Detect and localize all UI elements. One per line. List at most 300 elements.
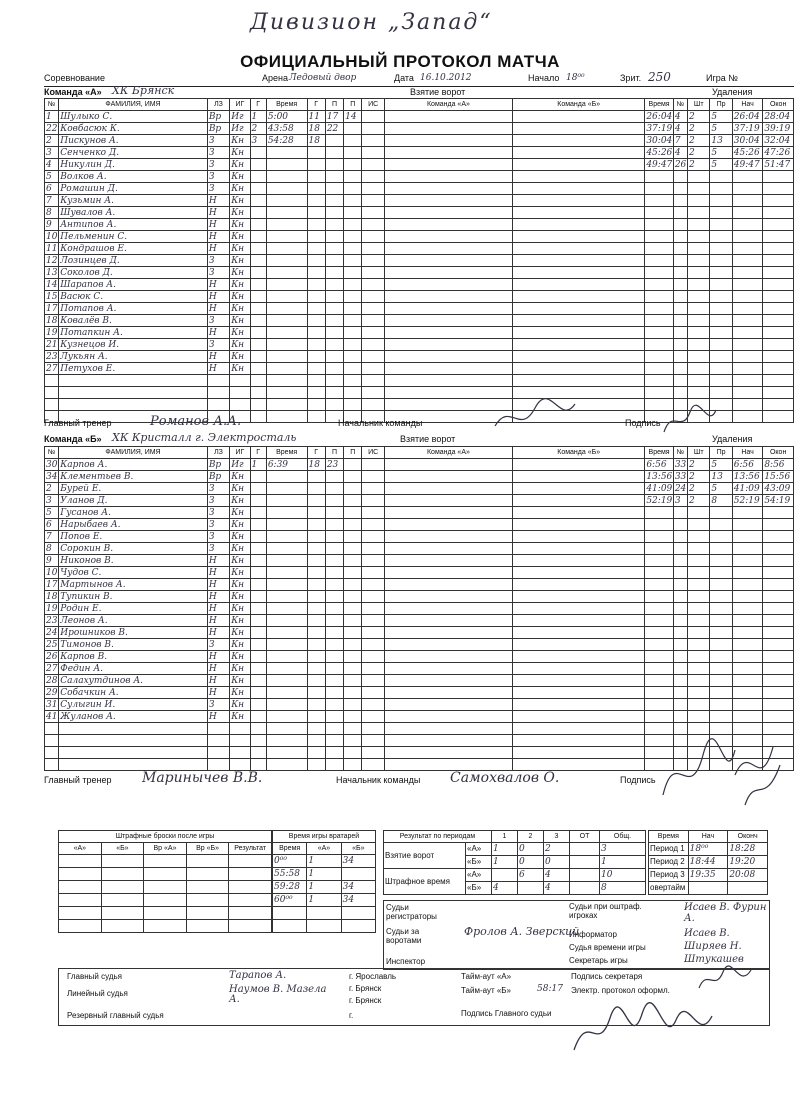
shootout-col-result: Результат <box>229 843 272 855</box>
date-value: 16.10.2012 <box>420 73 472 83</box>
goal-assist-2 <box>344 327 362 339</box>
period-value: 3 <box>600 843 646 856</box>
col-ig: ИГ <box>230 99 250 111</box>
player-position <box>207 723 229 735</box>
goal-situation <box>362 507 384 519</box>
goal-scorer <box>307 303 325 315</box>
col-scorer: Г <box>307 99 325 111</box>
player-position: З <box>207 543 229 555</box>
goal-assist-1 <box>325 351 343 363</box>
penalty-player <box>673 303 687 315</box>
shootout-cell <box>229 920 272 933</box>
team-a-manager-label: Начальник команды <box>338 418 423 428</box>
penalty-player <box>673 183 687 195</box>
goal-assist-2 <box>344 159 362 171</box>
team-a-lineup-cell <box>384 543 512 555</box>
team-row-label: «Б» <box>466 856 492 869</box>
goal-assist-2 <box>344 687 362 699</box>
penalty-start <box>732 591 763 603</box>
player-row <box>45 531 794 543</box>
goal-time <box>266 615 307 627</box>
period-col-3: 3 <box>544 831 570 843</box>
player-row <box>45 147 794 159</box>
goal-assist-1 <box>325 147 343 159</box>
player-name: Пискунов А. <box>59 135 208 147</box>
player-role <box>230 735 250 747</box>
goal-assist-1 <box>325 375 343 387</box>
goal-scorer <box>307 567 325 579</box>
player-role: Кн <box>230 483 250 495</box>
player-name: Потапов А. <box>59 303 208 315</box>
player-name: Леонов А. <box>59 615 208 627</box>
penalty-start: 52:19 <box>732 495 763 507</box>
goal-number <box>250 291 266 303</box>
timeout-b-label: Тайм-аут «Б» <box>461 986 512 995</box>
goal-scorer <box>307 519 325 531</box>
player-name: Петухов Е. <box>59 363 208 375</box>
player-row <box>45 243 794 255</box>
goal-time <box>266 351 307 363</box>
col-pen-pr: Пр <box>710 99 732 111</box>
player-number: 7 <box>45 531 59 543</box>
goal-number <box>250 339 266 351</box>
goal-assist-1 <box>325 339 343 351</box>
goalie-time-row <box>273 894 376 907</box>
penalty-reason: 5 <box>710 111 732 123</box>
period-value: 4 <box>544 882 570 895</box>
penalty-reason <box>710 687 732 699</box>
goal-number <box>250 711 266 723</box>
goalie-b: 34 <box>341 855 375 868</box>
penalty-minutes <box>688 663 710 675</box>
secretary-value: Штукашев <box>684 954 744 965</box>
goal-situation <box>362 315 384 327</box>
player-role: Кн <box>230 171 250 183</box>
team-b-lineup-cell <box>513 531 645 543</box>
team-a-lineup-cell <box>384 207 512 219</box>
player-number: 24 <box>46 627 58 638</box>
goal-number <box>250 531 266 543</box>
player-name: Салахутдинов А. <box>59 675 208 687</box>
arena-value: Ледовый двор <box>289 73 357 83</box>
penalty-start <box>732 687 763 699</box>
col-name: ФАМИЛИЯ, ИМЯ <box>59 447 208 459</box>
goal-situation <box>362 567 384 579</box>
goal-assist-2 <box>344 663 362 675</box>
penalty-minutes <box>688 243 710 255</box>
penalty-player: 3 <box>673 495 687 507</box>
player-role: Кн <box>230 279 250 291</box>
goal-scorer <box>307 207 325 219</box>
col-pen-start: Нач <box>732 447 763 459</box>
penalty-reason <box>710 543 732 555</box>
penalty-minutes <box>688 579 710 591</box>
goal-situation <box>362 387 384 399</box>
col-pen-end: Окон <box>763 447 794 459</box>
penalty-minutes <box>688 279 710 291</box>
team-b-lineup-cell <box>513 147 645 159</box>
col-ig: ИГ <box>230 447 250 459</box>
team-b-signatures <box>655 735 785 815</box>
player-position: Н <box>207 219 229 231</box>
player-row <box>45 195 794 207</box>
player-role: Кн <box>230 243 250 255</box>
penalty-minutes <box>688 567 710 579</box>
team-a-lineup-cell <box>384 171 512 183</box>
goal-scorer: 18 <box>307 459 325 471</box>
penalty-end <box>763 399 794 411</box>
goal-situation <box>362 555 384 567</box>
team-b-lineup-cell <box>513 699 645 711</box>
goal-situation <box>362 615 384 627</box>
goal-scorer <box>307 195 325 207</box>
penalty-end <box>763 375 794 387</box>
team-b-lineup-cell <box>513 327 645 339</box>
goalie-cell <box>341 920 375 933</box>
player-position: З <box>207 147 229 159</box>
player-number <box>45 735 59 747</box>
col-pen-sht: Шт <box>688 447 710 459</box>
player-name: Антипов А. <box>59 219 208 231</box>
penalty-end: 54:19 <box>763 495 794 507</box>
goal-assist-1 <box>325 639 343 651</box>
period-time-row <box>649 869 768 882</box>
penalty-reason <box>710 315 732 327</box>
team-a-signature-label: Подпись <box>625 418 661 428</box>
goal-time <box>266 159 307 171</box>
team-a-lineup-cell <box>384 471 512 483</box>
period-value: 10 <box>600 869 646 882</box>
goal-scorer <box>307 651 325 663</box>
penalty-reason: 5 <box>710 123 732 135</box>
goalie-b: 34 <box>341 881 375 894</box>
penalty-start <box>732 555 763 567</box>
goal-time <box>266 207 307 219</box>
team-a-name: ХК Брянск <box>112 84 175 97</box>
player-position: Н <box>207 363 229 375</box>
goal-situation <box>362 183 384 195</box>
player-row <box>45 183 794 195</box>
period-value: 0 <box>518 856 544 869</box>
penalty-player <box>673 195 687 207</box>
player-position: З <box>207 159 229 171</box>
penalty-reason <box>710 507 732 519</box>
penalty-start: 41:09 <box>732 483 763 495</box>
col-num: № <box>45 99 59 111</box>
team-a-lineup-cell <box>384 651 512 663</box>
goalie-time-row <box>273 868 376 881</box>
goal-assist-2 <box>344 555 362 567</box>
goal-scorer <box>307 675 325 687</box>
team-b-lineup-cell <box>513 351 645 363</box>
player-row <box>45 555 794 567</box>
team-a-lineup-cell <box>384 627 512 639</box>
period-label: Период 2 <box>649 856 689 869</box>
goal-time <box>266 195 307 207</box>
penalty-time: 49:47 <box>646 159 673 170</box>
penalty-end: 47:26 <box>763 147 794 159</box>
penalty-end <box>763 675 794 687</box>
player-number: 6 <box>45 183 59 195</box>
goal-assist-2 <box>344 723 362 735</box>
period-label: Период 3 <box>649 869 689 882</box>
goal-assist-1 <box>325 195 343 207</box>
player-role: Кн <box>230 519 250 531</box>
player-position <box>207 759 229 771</box>
player-number: 17 <box>46 303 58 314</box>
penalty-start <box>732 279 763 291</box>
period-end: 19:20 <box>728 856 768 869</box>
goal-scorer <box>307 627 325 639</box>
penalty-start: 45:26 <box>732 147 763 159</box>
penalty-player <box>673 615 687 627</box>
penalty-start <box>732 363 763 375</box>
shootout-cell <box>59 907 102 920</box>
times-col-time: Время <box>649 831 689 843</box>
goalie-cell <box>307 907 341 920</box>
period-value <box>570 856 600 869</box>
goal-assist-2 <box>344 351 362 363</box>
penalty-minutes <box>688 303 710 315</box>
shootout-cell <box>101 881 144 894</box>
player-number: 6 <box>45 519 59 531</box>
goal-number <box>250 627 266 639</box>
player-role: Кн <box>230 219 250 231</box>
player-role: Кн <box>230 663 250 675</box>
goal-time <box>266 339 307 351</box>
team-b-lineup-cell <box>513 603 645 615</box>
penalty-time <box>645 711 673 723</box>
player-number: 17 <box>46 579 58 590</box>
goal-time: 43:58 <box>266 123 307 135</box>
goal-assist-1 <box>325 315 343 327</box>
goal-situation <box>362 699 384 711</box>
penalty-player <box>673 267 687 279</box>
team-b-lineup-cell <box>513 207 645 219</box>
player-position: Н <box>207 231 229 243</box>
player-row <box>45 627 794 639</box>
penalty-minutes <box>688 651 710 663</box>
goal-time <box>266 603 307 615</box>
goal-scorer <box>307 243 325 255</box>
penalty-minutes <box>688 591 710 603</box>
goal-number <box>250 195 266 207</box>
goal-assist-2 <box>344 615 362 627</box>
inspector-label: Инспектор <box>386 957 426 966</box>
player-role: Кн <box>230 183 250 195</box>
penalty-reason: 8 <box>710 495 732 507</box>
shootout-cell <box>229 868 272 881</box>
player-role: Кн <box>230 615 250 627</box>
penalty-minutes <box>688 675 710 687</box>
team-a-manager-signature <box>490 396 580 436</box>
player-number: 18 <box>46 315 58 326</box>
penalty-player <box>673 243 687 255</box>
team-a-goals-band: Взятие ворот <box>410 87 466 97</box>
penalty-minutes <box>688 195 710 207</box>
player-row <box>45 315 794 327</box>
penalty-start: 49:47 <box>732 159 763 171</box>
goal-assist-1 <box>325 699 343 711</box>
goal-assist-1 <box>325 555 343 567</box>
shootout-cell <box>229 881 272 894</box>
goal-scorer <box>307 759 325 771</box>
competition-label: Соревнование <box>44 73 105 83</box>
team-a-lineup-cell <box>384 243 512 255</box>
player-position: Н <box>207 291 229 303</box>
period-value: 6 <box>518 869 544 882</box>
goal-time <box>266 567 307 579</box>
team-b-lineup-cell <box>513 471 645 483</box>
shootout-col-gk-a: Вр «А» <box>144 843 187 855</box>
player-number: 5 <box>45 171 59 183</box>
col-pen-sht: Шт <box>688 99 710 111</box>
shootout-col-gk-b: Вр «Б» <box>186 843 229 855</box>
penalty-minutes <box>688 267 710 279</box>
team-b-lineup-cell <box>513 567 645 579</box>
goal-assist-1 <box>325 243 343 255</box>
goal-assist-1 <box>325 183 343 195</box>
penalty-reason <box>710 639 732 651</box>
player-name: Гусанов А. <box>59 507 208 519</box>
penalty-reason <box>710 675 732 687</box>
player-position: Н <box>207 207 229 219</box>
shootout-cell <box>186 868 229 881</box>
goal-number <box>250 579 266 591</box>
penalty-end <box>763 303 794 315</box>
e-protocol-label: Электр. протокол оформл. <box>571 986 670 995</box>
goalie-col-a: «А» <box>307 843 341 855</box>
player-position: З <box>207 495 229 507</box>
team-a-lineup-cell <box>384 375 512 387</box>
col-scorer: Г <box>307 447 325 459</box>
player-name: Уланов Д. <box>59 495 208 507</box>
penalty-player <box>673 675 687 687</box>
goal-scorer <box>307 663 325 675</box>
goal-scorer <box>307 471 325 483</box>
player-name: Васюк С. <box>59 291 208 303</box>
period-value <box>570 882 600 895</box>
penalty-start <box>732 219 763 231</box>
penalty-reason: 5 <box>710 147 732 159</box>
shootout-cell <box>59 881 102 894</box>
shootout-cell <box>59 894 102 907</box>
penalty-end <box>763 411 794 423</box>
goal-assist-1 <box>325 711 343 723</box>
penalty-time <box>645 507 673 519</box>
player-number: 31 <box>46 699 58 710</box>
period-time-row <box>649 856 768 869</box>
goal-scorer <box>307 291 325 303</box>
team-b-coach-value: Маринычев В.В. <box>142 770 263 786</box>
goal-assist-2 <box>344 567 362 579</box>
team-a-lineup-cell <box>384 267 512 279</box>
player-name: Сорокин В. <box>59 543 208 555</box>
player-row <box>45 267 794 279</box>
team-a-lineup-cell <box>384 699 512 711</box>
goal-number <box>250 747 266 759</box>
goal-time <box>266 591 307 603</box>
goal-time <box>266 663 307 675</box>
goal-time <box>266 303 307 315</box>
penalty-minutes <box>688 555 710 567</box>
goal-number <box>250 675 266 687</box>
goal-assist-1 <box>325 579 343 591</box>
penalty-end <box>763 255 794 267</box>
team-a-lineup-cell <box>384 123 512 135</box>
team-a-lineup-cell <box>384 603 512 615</box>
team-b-lineup-cell <box>513 291 645 303</box>
penalty-time: 45:26 <box>646 147 673 158</box>
player-name: Чудов С. <box>59 567 208 579</box>
goal-situation <box>362 111 384 123</box>
goal-number <box>250 219 266 231</box>
player-role: Кн <box>230 627 250 639</box>
team-b-lineup-cell <box>513 519 645 531</box>
player-role: Кн <box>230 363 250 375</box>
player-position: Н <box>207 627 229 639</box>
shootout-cell <box>186 907 229 920</box>
goal-assist-1: 17 <box>325 111 343 123</box>
period-value <box>570 843 600 856</box>
goal-assist-2 <box>344 195 362 207</box>
goal-number <box>250 183 266 195</box>
goal-number <box>250 639 266 651</box>
team-b-lineup-cell <box>513 579 645 591</box>
goalie-time-row <box>273 855 376 868</box>
penalty-time: 13:56 <box>646 471 673 482</box>
shootout-cell <box>144 907 187 920</box>
goal-assist-1 <box>325 591 343 603</box>
team-a-lineup-cell <box>384 519 512 531</box>
period-value: 4 <box>544 869 570 882</box>
player-role <box>230 759 250 771</box>
penalty-reason <box>710 267 732 279</box>
goal-assist-1 <box>325 219 343 231</box>
goalie-b: 34 <box>341 894 375 907</box>
line-ref-value: Наумов В. Мазела А. <box>229 984 327 1005</box>
team-b-lineup-cell <box>513 303 645 315</box>
spectators-value: 250 <box>648 70 671 84</box>
player-name: Лукьян А. <box>59 351 208 363</box>
shootout-row <box>59 881 272 894</box>
col-pen-pr: Пр <box>710 447 732 459</box>
goal-assist-2 <box>344 675 362 687</box>
goal-assist-2 <box>344 267 362 279</box>
periods-title: Результат по периодам <box>384 831 492 843</box>
penalty-time <box>645 615 673 627</box>
penalty-time <box>645 375 673 387</box>
goal-scorer <box>307 231 325 243</box>
player-row <box>45 159 794 171</box>
player-row <box>45 123 794 135</box>
player-position: З <box>207 315 229 327</box>
penalty-reason <box>710 531 732 543</box>
player-name <box>59 747 208 759</box>
penalty-end <box>763 543 794 555</box>
penalty-start <box>732 375 763 387</box>
goal-assist-1 <box>325 615 343 627</box>
team-b-manager-label: Начальник команды <box>336 775 421 785</box>
goal-assist-2 <box>344 135 362 147</box>
penalty-player <box>673 387 687 399</box>
goal-number <box>250 603 266 615</box>
goal-assist-1 <box>325 399 343 411</box>
player-position: Вр <box>207 123 229 135</box>
player-number: 7 <box>45 195 59 207</box>
penalty-start <box>732 387 763 399</box>
shootout-row <box>59 855 272 868</box>
